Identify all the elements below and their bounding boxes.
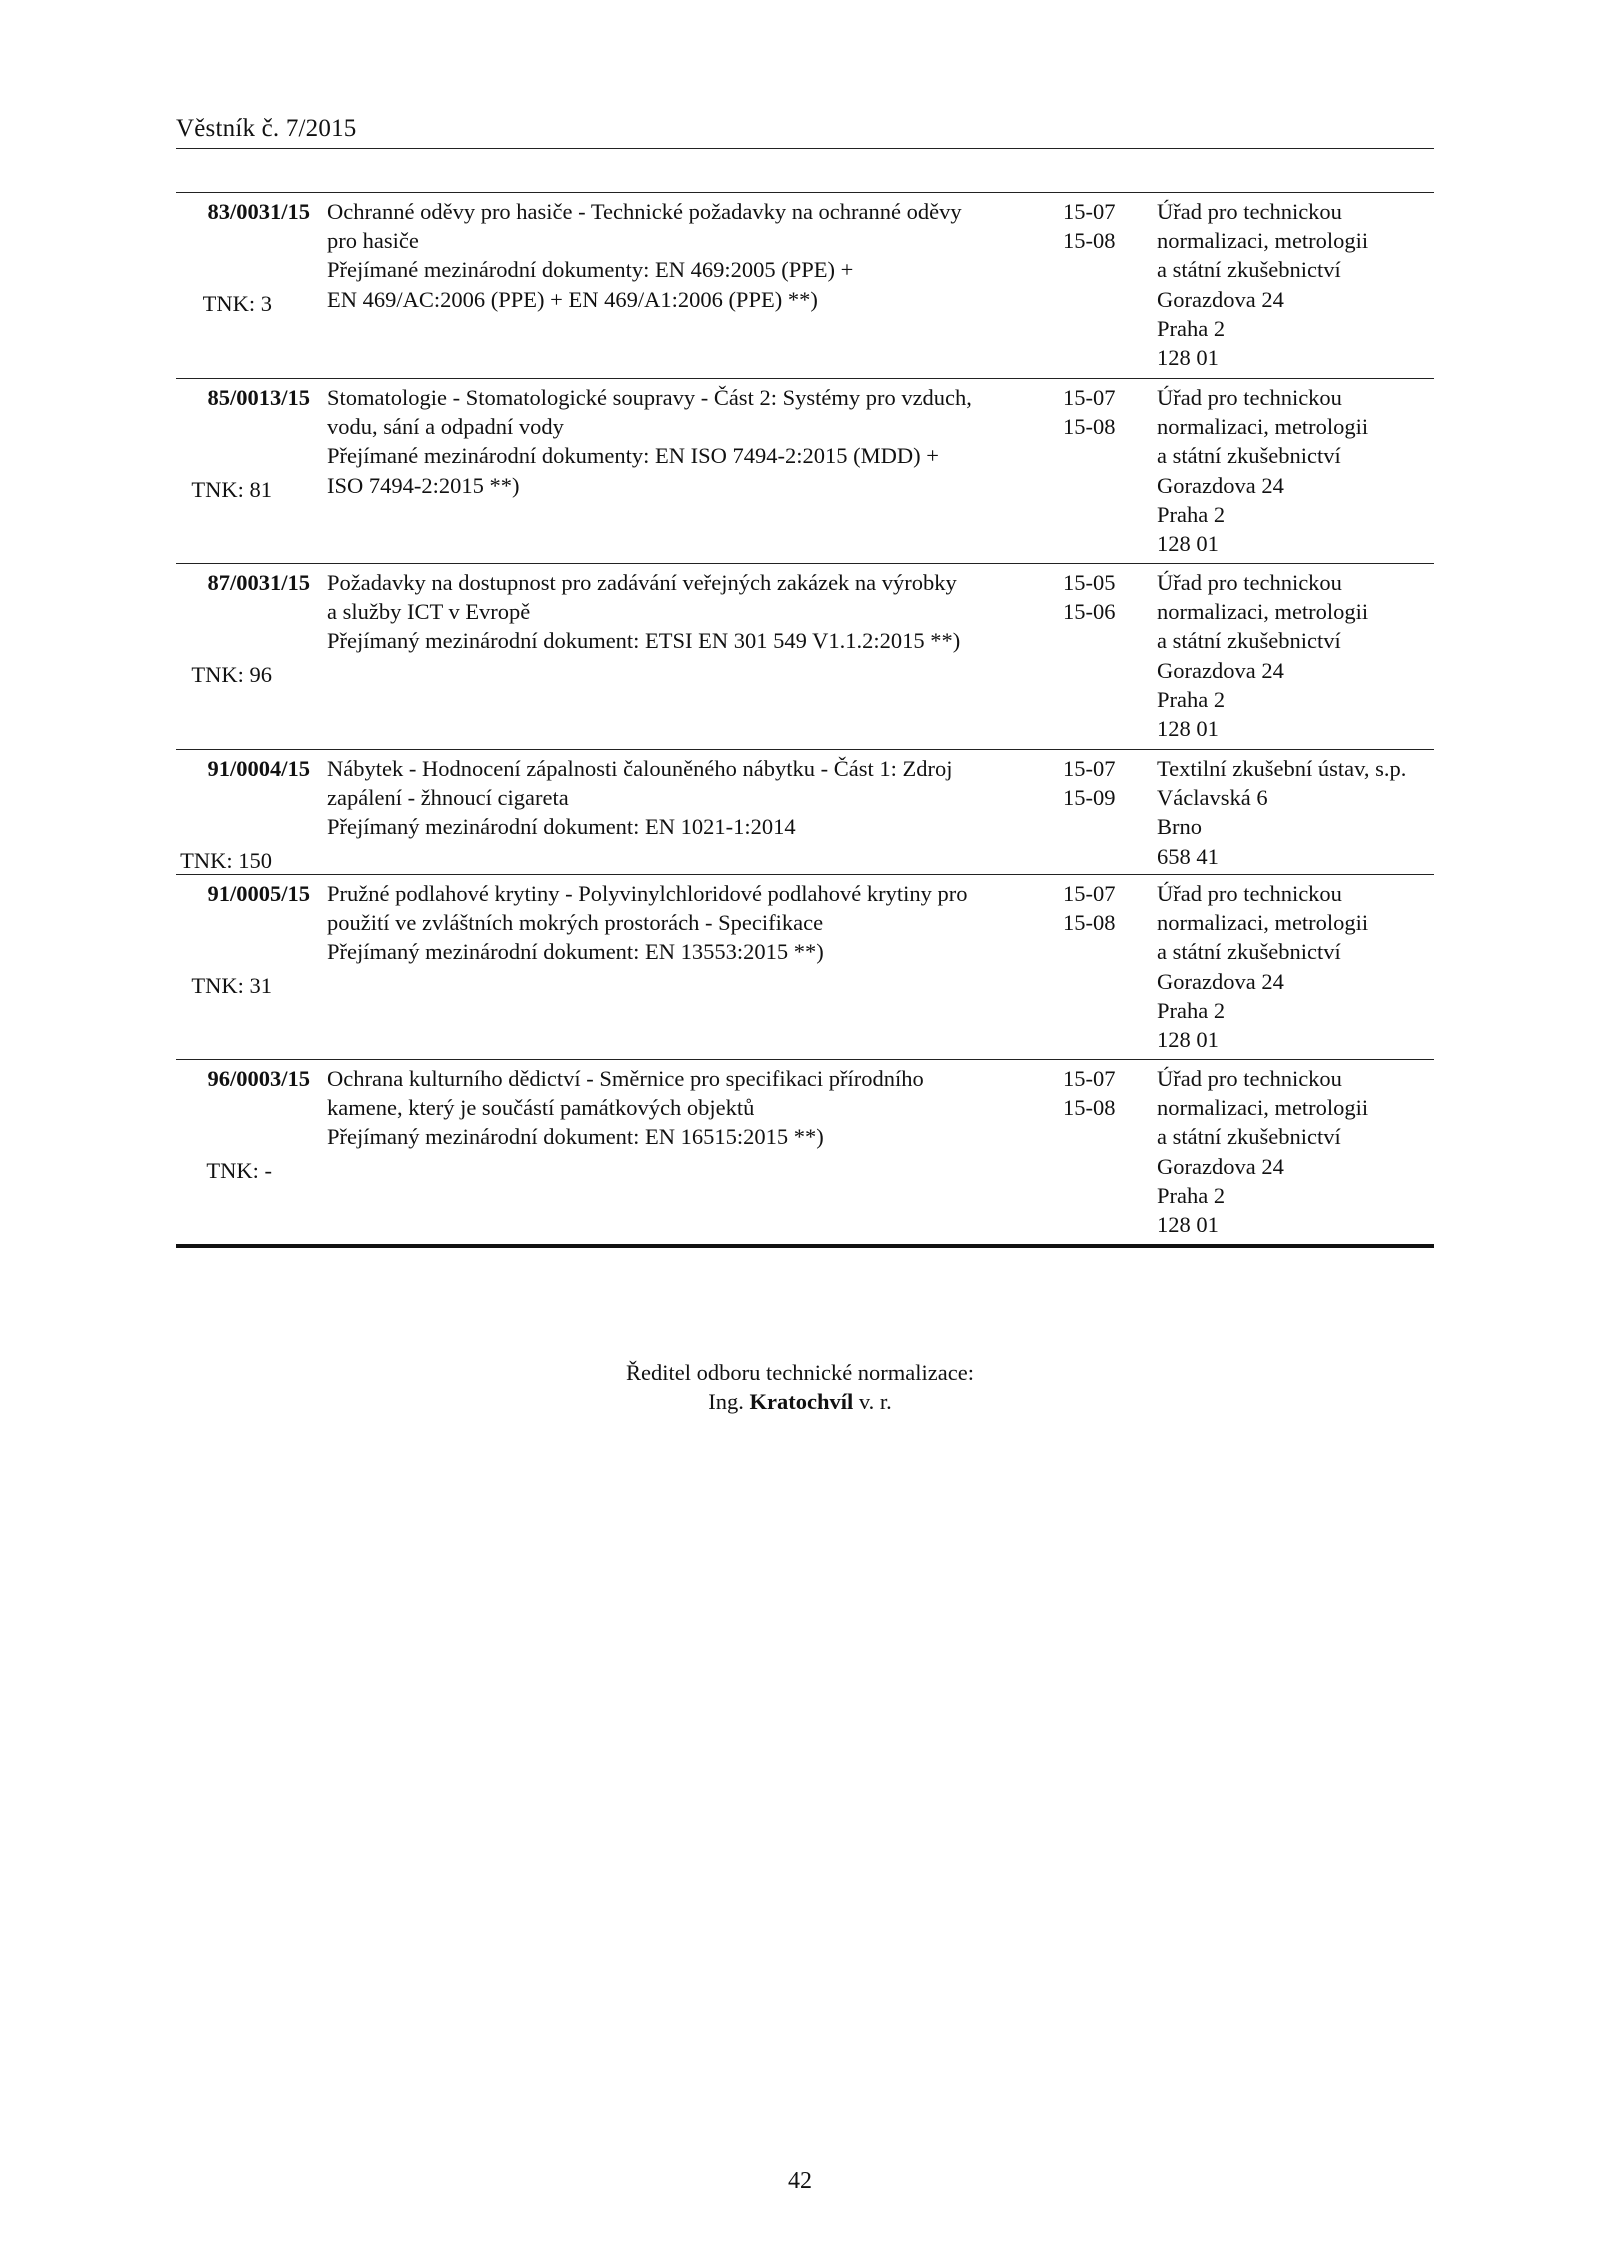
address-line: 128 01 xyxy=(1157,716,1219,742)
title-line: Přejímaný mezinárodní dokument: EN 16515:2015 **) xyxy=(327,1124,824,1150)
title-line: použití ve zvláštních mokrých prostorách - Specifikace xyxy=(327,910,824,936)
address-line: 128 01 xyxy=(1157,531,1219,557)
signature-suffix: v. r. xyxy=(858,1389,892,1414)
tnk-number: TNK: 81 xyxy=(191,476,272,502)
dates-cell xyxy=(1057,568,1157,749)
address-line: Úřad pro technickou xyxy=(1157,881,1342,906)
standard-code: 91/0004/15 xyxy=(207,756,310,781)
title-line: Ochrana kulturního dědictví - Směrnice pro specifikaci přírodního xyxy=(327,1066,924,1091)
date-value: 15-07 xyxy=(1063,756,1116,781)
processor-address-cell xyxy=(1157,568,1434,749)
title-line: Stomatologie - Stomatologické soupravy - Část 2: Systémy pro vzduch, xyxy=(327,385,972,410)
address-line: Úřad pro technickou xyxy=(1157,570,1342,595)
address-line: Gorazdova 24 xyxy=(1157,657,1284,683)
dates-cell xyxy=(1057,1064,1157,1244)
dates-cell xyxy=(1057,879,1157,1059)
date-value: 15-08 xyxy=(1063,1095,1116,1121)
processor-address-cell xyxy=(1157,879,1434,1059)
standard-code-cell xyxy=(176,383,314,563)
address-line: Úřad pro technickou xyxy=(1157,199,1342,224)
processor-address-cell xyxy=(1157,1064,1434,1244)
standard-title-cell xyxy=(314,1064,1057,1244)
tnk-number: TNK: 150 xyxy=(180,847,272,873)
standard-title-cell xyxy=(314,879,1057,1059)
title-line: Pružné podlahové krytiny - Polyvinylchloridové podlahové krytiny pro xyxy=(327,881,968,906)
processor-address-cell xyxy=(1157,197,1434,378)
tnk-number: TNK: 31 xyxy=(191,972,272,998)
title-line: Přejímané mezinárodní dokumenty: EN 469:2005 (PPE) + xyxy=(327,257,854,283)
standard-code: 87/0031/15 xyxy=(207,570,310,595)
title-line: Přejímaný mezinárodní dokument: EN 1021-1:2014 xyxy=(327,814,796,840)
table-row xyxy=(176,378,1434,563)
date-value: 15-07 xyxy=(1063,881,1116,906)
standard-code-cell xyxy=(176,1064,314,1244)
standard-code-cell xyxy=(176,568,314,749)
standard-code: 85/0013/15 xyxy=(207,385,310,410)
address-line: 658 41 xyxy=(1157,843,1219,869)
tnk-number: TNK: 3 xyxy=(202,290,272,316)
tnk-number: TNK: - xyxy=(206,1157,272,1183)
dates-cell xyxy=(1057,754,1157,874)
standard-code: 83/0031/15 xyxy=(207,199,310,224)
standard-code-cell xyxy=(176,879,314,1059)
title-line: pro hasiče xyxy=(327,228,419,254)
title-line: ISO 7494-2:2015 **) xyxy=(327,472,520,498)
dates-cell xyxy=(1057,197,1157,378)
address-line: normalizaci, metrologii xyxy=(1157,228,1369,254)
page-header xyxy=(176,112,1434,149)
address-line: a státní zkušebnictví xyxy=(1157,1124,1341,1150)
title-line: EN 469/AC:2006 (PPE) + EN 469/A1:2006 (PPE) **) xyxy=(327,286,818,312)
standard-title-cell xyxy=(314,197,1057,378)
address-line: a státní zkušebnictví xyxy=(1157,257,1341,283)
address-line: a státní zkušebnictví xyxy=(1157,939,1341,965)
address-line: Textilní zkušební ústav, s.p. xyxy=(1157,756,1407,781)
date-value: 15-07 xyxy=(1063,199,1116,224)
address-line: Praha 2 xyxy=(1157,315,1226,341)
table-row xyxy=(176,193,1434,378)
standard-title-cell xyxy=(314,754,1057,874)
signature-prefix: Ing. xyxy=(708,1389,744,1414)
address-line: Praha 2 xyxy=(1157,1182,1226,1208)
signature-role: Ředitel odboru technické normalizace: xyxy=(626,1360,974,1385)
table-row xyxy=(176,563,1434,749)
address-line: 128 01 xyxy=(1157,345,1219,371)
address-line: 128 01 xyxy=(1157,1212,1219,1238)
dates-cell xyxy=(1057,383,1157,563)
date-value: 15-08 xyxy=(1063,228,1116,254)
title-line: kamene, který je součástí památkových objektů xyxy=(327,1095,755,1121)
address-line: normalizaci, metrologii xyxy=(1157,910,1369,936)
signature-name-line xyxy=(0,1387,1600,1416)
standard-code-cell xyxy=(176,197,314,378)
standard-code: 96/0003/15 xyxy=(207,1066,310,1091)
tnk-number: TNK: 96 xyxy=(191,661,272,687)
date-value: 15-05 xyxy=(1063,570,1116,595)
address-line: normalizaci, metrologii xyxy=(1157,599,1369,625)
title-line: zapálení - žhnoucí cigareta xyxy=(327,785,569,811)
title-line: Přejímaný mezinárodní dokument: EN 13553:2015 **) xyxy=(327,939,824,965)
signature-block xyxy=(0,1358,1600,1416)
title-line: Požadavky na dostupnost pro zadávání veřejných zakázek na výrobky xyxy=(327,570,957,595)
date-value: 15-08 xyxy=(1063,414,1116,440)
address-line: Praha 2 xyxy=(1157,501,1226,527)
title-line: vodu, sání a odpadní vody xyxy=(327,414,564,440)
date-value: 15-06 xyxy=(1063,599,1116,625)
title-line: Nábytek - Hodnocení zápalnosti čalouněného nábytku - Část 1: Zdroj xyxy=(327,756,953,781)
standards-table xyxy=(176,192,1434,1248)
address-line: Gorazdova 24 xyxy=(1157,968,1284,994)
page-number: 42 xyxy=(788,2168,812,2194)
title-line: Přejímaný mezinárodní dokument: ETSI EN 301 549 V1.1.2:2015 **) xyxy=(327,628,961,654)
table-row xyxy=(176,749,1434,874)
standard-title-cell xyxy=(314,568,1057,749)
signature-name: Kratochvíl xyxy=(749,1389,854,1414)
address-line: Václavská 6 xyxy=(1157,785,1268,811)
date-value: 15-07 xyxy=(1063,1066,1116,1091)
date-value: 15-07 xyxy=(1063,385,1116,410)
processor-address-cell xyxy=(1157,754,1434,874)
address-line: Gorazdova 24 xyxy=(1157,472,1284,498)
journal-title: Věstník č. 7/2015 xyxy=(176,115,357,142)
address-line: a státní zkušebnictví xyxy=(1157,628,1341,654)
table-row xyxy=(176,1059,1434,1244)
address-line: normalizaci, metrologii xyxy=(1157,1095,1369,1121)
standard-code-cell xyxy=(176,754,314,874)
address-line: Gorazdova 24 xyxy=(1157,1153,1284,1179)
address-line: Praha 2 xyxy=(1157,997,1226,1023)
address-line: Úřad pro technickou xyxy=(1157,385,1342,410)
standard-code: 91/0005/15 xyxy=(207,881,310,906)
address-line: normalizaci, metrologii xyxy=(1157,414,1369,440)
address-line: Úřad pro technickou xyxy=(1157,1066,1342,1091)
address-line: Praha 2 xyxy=(1157,686,1226,712)
date-value: 15-08 xyxy=(1063,910,1116,936)
standard-title-cell xyxy=(314,383,1057,563)
title-line: Přejímané mezinárodní dokumenty: EN ISO 7494-2:2015 (MDD) + xyxy=(327,443,939,469)
address-line: 128 01 xyxy=(1157,1027,1219,1053)
title-line: a služby ICT v Evropě xyxy=(327,599,531,625)
title-line: Ochranné oděvy pro hasiče - Technické požadavky na ochranné oděvy xyxy=(327,199,962,224)
address-line: Brno xyxy=(1157,814,1202,840)
address-line: a státní zkušebnictví xyxy=(1157,443,1341,469)
processor-address-cell xyxy=(1157,383,1434,563)
table-row xyxy=(176,874,1434,1059)
address-line: Gorazdova 24 xyxy=(1157,286,1284,312)
date-value: 15-09 xyxy=(1063,785,1116,811)
